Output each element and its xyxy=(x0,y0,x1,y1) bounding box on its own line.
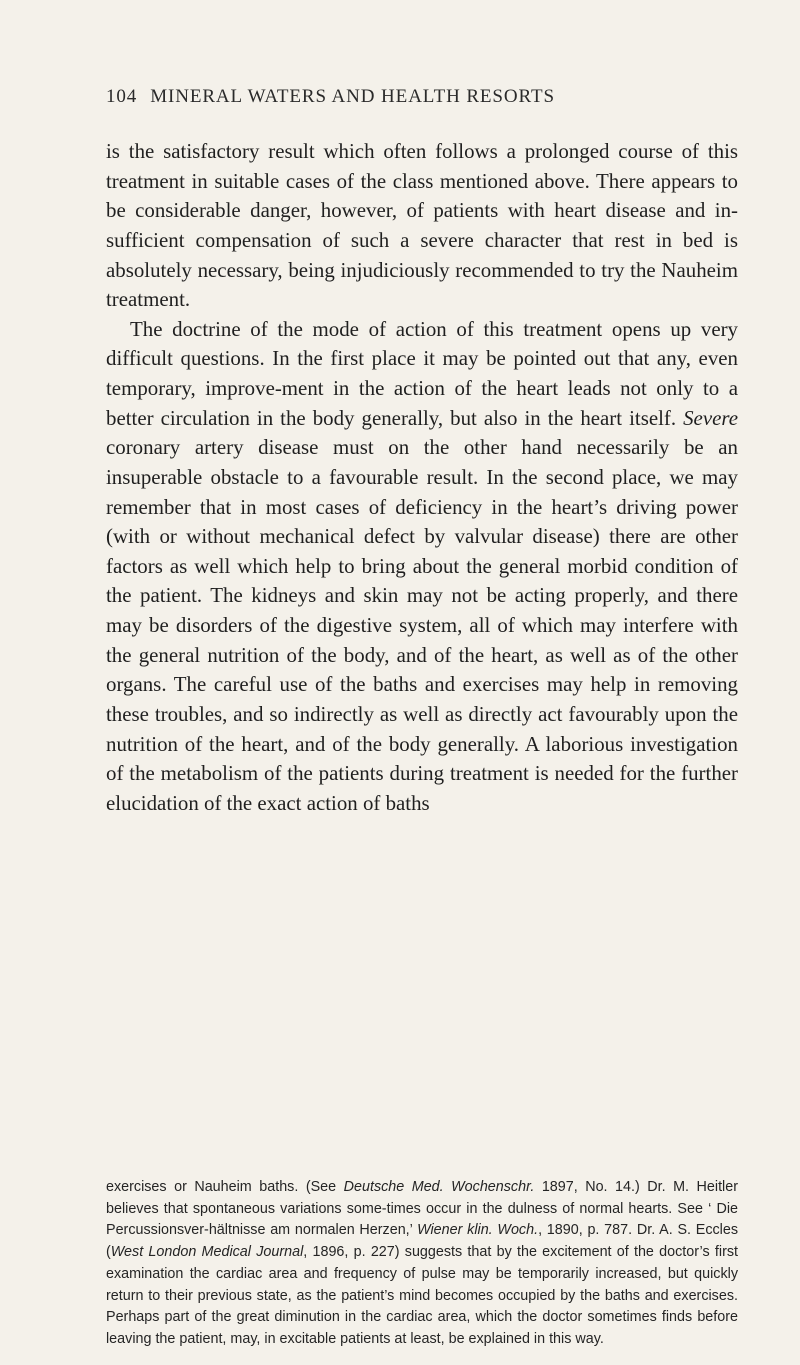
footnote-citation-deutsche: Deutsche Med. Wochenschr. xyxy=(343,1179,535,1195)
footnote-text-1: exercises or Nauheim baths. (See xyxy=(106,1179,344,1195)
paragraph-2-text-start: The doctrine of the mode of action of this treatment opens up very difficult questions. In the first place it may be pointed out that any, even temporary, improve-ment in the action of the heart leads not only to a better circulation in the body generally, but also in the heart itself. xyxy=(106,316,738,430)
paragraph-2-text-end: coronary artery disease must on the other hand necessarily be an insuperable obstacle to a favourable result. In the second place, we may remember that in most cases of deficiency in the heart’s driving power (with or without mechanical defect by valvular disease) there are other factors as well which help to bring about the general morbid condition of the patient. The kidneys and skin may not be acting properly, and there may be disorders of the digestive system, all of which may interfere with the general nutrition of the body, and of the heart, as well as of the other organs. The careful use of the baths and exercises may help in removing these troubles, and so indirectly as well as directly act favourably upon the nutrition of the heart, and of the body generally. A laborious investigation of the metabolism of the patients during treatment is needed for the further elucidation of the exact action of baths xyxy=(106,435,738,815)
footnote xyxy=(106,1177,738,1351)
running-head xyxy=(106,86,738,108)
main-text xyxy=(106,137,738,818)
running-title: MINERAL WATERS AND HEALTH RESORTS xyxy=(150,86,555,107)
paragraph-2 xyxy=(106,315,738,819)
footnote-text-2: 1897, No. 14.) Dr. M. Heitler believes that spontaneous variations some-times occur in the dulness of normal hearts. See ‘ Die Percussionsver-hältnisse am normalen Herzen,’ xyxy=(106,1179,738,1239)
footnote-citation-wiener: Wiener klin. Woch. xyxy=(417,1222,539,1239)
footnote-citation-west-london: West London Medical Journal xyxy=(110,1244,304,1261)
footnote-paragraph xyxy=(106,1177,738,1351)
page-number: 104 xyxy=(106,86,138,107)
italic-severe: Severe xyxy=(683,405,738,430)
footnote-text-3: , 1890, p. 787. Dr. A. S. Eccles ( xyxy=(106,1222,739,1261)
footnote-text-4: , 1896, p. 227) suggests that by the excitement of the doctor’s first examination the cardiac area and frequency of pulse may be temporarily increased, but quickly return to their previous state, as the patient’s mind becomes occupied by the baths and exercises. Perhaps part of the great diminution in the cardiac area, which the doctor sometimes finds before leaving the patient, may, in excitable patients at least, be explained in this way. xyxy=(106,1244,739,1347)
paragraph-1: is the satisfactory result which often follows a prolonged course of this treatment in suitable cases of the class mentioned above. There appears to be considerable danger, however, of patients with heart disease and in-sufficient compensation of such a severe character that rest in bed is absolutely necessary, being injudiciously recommended to try the Nauheim treatment. xyxy=(106,139,738,312)
